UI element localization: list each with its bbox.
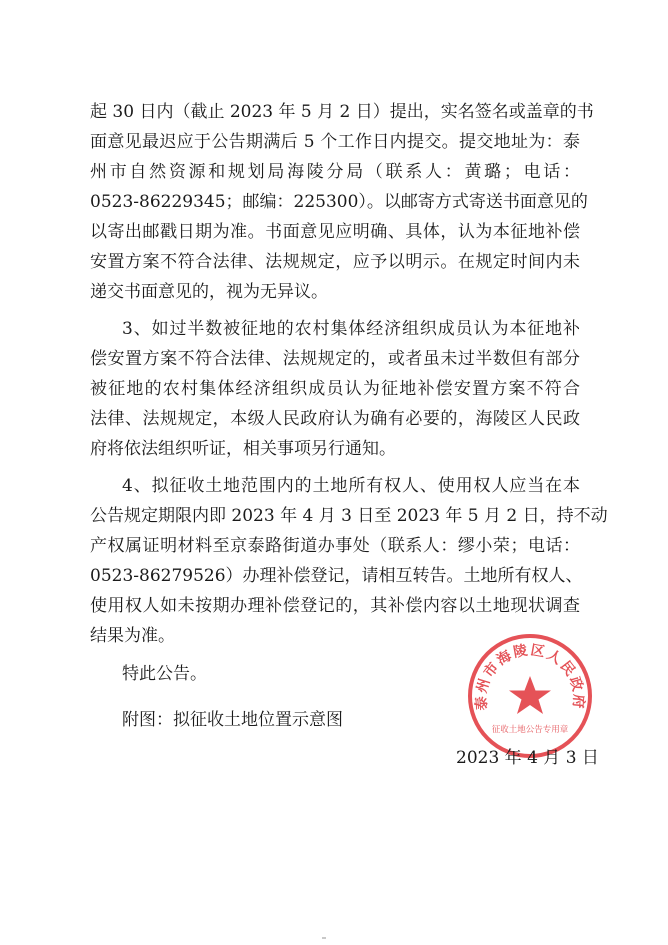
text-line: 产权属证明材料至京泰路街道办事处（联系人：缪小荣；电话：: [90, 536, 580, 556]
text-line: 以寄出邮戳日期为准。书面意见应明确、具体，认为本征地补偿: [90, 222, 580, 242]
text-line: 州市自然资源和规划局海陵分局（联系人：黄璐；电话：: [90, 162, 580, 182]
issue-date: 2023 年 4 月 3 日: [456, 748, 599, 768]
text-line: 4、拟征收土地范围内的土地所有权人、使用权人应当在本: [122, 476, 580, 496]
text-line: 被征地的农村集体经济组织成员认为征地补偿安置方案不符合: [90, 379, 580, 399]
official-seal: [466, 632, 594, 760]
seal-bottom-text: 征收土地公告专用章: [491, 725, 569, 735]
text-line: 面意见最迟应于公告期满后 5 个工作日内提交。提交地址为：泰: [90, 132, 580, 152]
text-line: 安置方案不符合法律、法规规定，应予以明示。在规定时间内未: [90, 252, 580, 272]
star-icon: [509, 676, 551, 714]
text-line: 0523-86279526）办理补偿登记，请相互转告。土地所有权人、: [90, 566, 583, 586]
text-line: 3、如过半数被征地的农村集体经济组织成员认为本征地补: [122, 319, 580, 339]
page-footer-mark: [322, 937, 326, 939]
text-line: 偿安置方案不符合法律、法规规定的，或者虽未过半数但有部分: [90, 349, 580, 369]
seal-arc-text: 泰州市海陵区人民政府: [473, 642, 587, 711]
text-line: 递交书面意见的，视为无异议。: [90, 282, 328, 302]
text-line: 公告规定期限内即 2023 年 4 月 3 日至 2023 年 5 月 2 日，持不动: [90, 506, 608, 526]
text-line: 起 30 日内（截止 2023 年 5 月 2 日）提出，实名签名或盖章的书: [90, 102, 594, 122]
text-line: 府将依法组织听证，相关事项另行通知。: [90, 439, 396, 459]
text-line: 0523-86229345；邮编：225300）。以邮寄方式寄送书面意见的: [90, 192, 588, 212]
text-line: 使用权人如未按期办理补偿登记的，其补偿内容以土地现状调查: [90, 596, 580, 616]
text-line: 结果为准。: [90, 626, 175, 646]
text-line: 法律、法规规定，本级人民政府认为确有必要的，海陵区人民政: [90, 409, 580, 429]
closing-text: 特此公告。: [122, 664, 207, 684]
attachment-label: 附图：拟征收土地位置示意图: [122, 710, 343, 730]
